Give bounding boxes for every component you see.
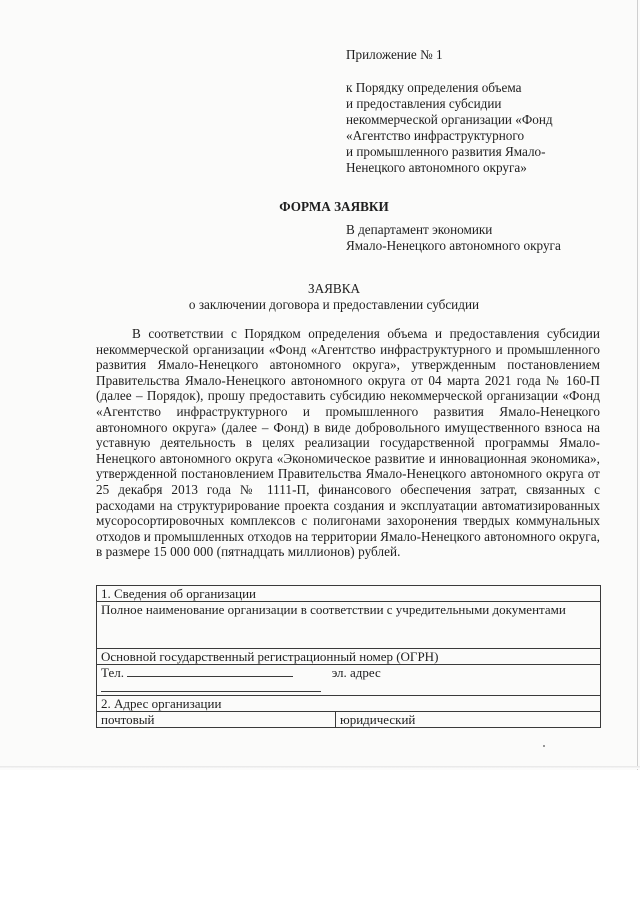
organization-info-table: [96, 585, 601, 728]
annex-line: к Порядку определения объема: [346, 80, 522, 95]
table-row: [97, 696, 601, 712]
table-row: [97, 649, 601, 665]
addressee-line: В департамент экономики: [346, 222, 493, 237]
postal-address-field[interactable]: почтовый: [97, 712, 336, 728]
ogrn-field[interactable]: Основной государственный регистрационный номер (ОГРН): [97, 649, 601, 665]
table-row: [97, 602, 601, 649]
annex-block: [346, 47, 606, 176]
annex-title: Приложение № 1: [346, 47, 443, 62]
phone-label: Тел.: [101, 665, 124, 680]
addressee-line: Ямало-Ненецкого автономного округа: [346, 238, 561, 253]
phone-input-line[interactable]: [127, 665, 293, 677]
annex-line: и предоставления субсидии: [346, 96, 502, 111]
email-input-line[interactable]: [101, 680, 321, 692]
annex-line: «Агентство инфраструктурного: [346, 128, 525, 143]
form-title: ФОРМА ЗАЯВКИ: [279, 199, 389, 214]
application-body-text: В соответствии с Порядком определения объема и предоставления субсидии некоммерческой организации «Фонд «Агентство инфраструктурного и промышленного развития Ямало-Ненецкого автономного округа», утвержденным постановлением Правительства Ямало-Ненецкого автономного округа от 04 марта 2021 года № 160-П (далее – Порядок), прошу предоставить субсидию некоммерческой организации «Фонд «Агентство инфраструктурного и промышленного развития Ямало-Ненецкого автономного округа» (далее – Фонд) в виде добровольного имущественного взноса на уставную деятельность в целях реализации государственной программы Ямало-Ненецкого автономного округа «Экономическое развитие и инновационная экономика», утвержденной постановлением Правительства Ямало-Ненецкого автономного округа от 25 декабря 2013 года № 1111-П, финансового обеспечения затрат, связанных с расходами на структурирование проекта создания и эксплуатации автоматизированных мусоросортировочных комплексов с полигонами захоронения твердых коммунальных отходов и промышленных отходов на территории Ямало-Ненецкого автономного округа, в размере 15 000 000 (пятнадцать миллионов) рублей.: [96, 326, 600, 560]
section-header-address: 2. Адрес организации: [97, 696, 601, 712]
table-row: [97, 586, 601, 602]
contacts-row: [97, 665, 601, 696]
email-label: эл. адрес: [331, 665, 381, 680]
annex-line: и промышленного развития Ямало-: [346, 144, 546, 159]
application-heading: [0, 281, 640, 313]
section-header-organization: 1. Сведения об организации: [97, 586, 601, 602]
annex-line: некоммерческой организации «Фонд: [346, 112, 553, 127]
full-name-field[interactable]: Полное наименование организации в соответствии с учредительными документами: [97, 602, 601, 649]
legal-address-field[interactable]: юридический: [336, 712, 601, 728]
page-bottom-edge: [0, 766, 640, 769]
addressee-block: [346, 222, 616, 254]
application-title: ЗАЯВКА: [307, 281, 361, 296]
table-row: [97, 712, 601, 728]
annex-line: Ненецкого автономного округа»: [346, 160, 527, 175]
table-row: [97, 665, 601, 696]
scan-edge: [637, 0, 638, 770]
application-subtitle: о заключении договора и предоставлении субсидии: [188, 297, 480, 312]
scan-speck: [543, 745, 545, 747]
